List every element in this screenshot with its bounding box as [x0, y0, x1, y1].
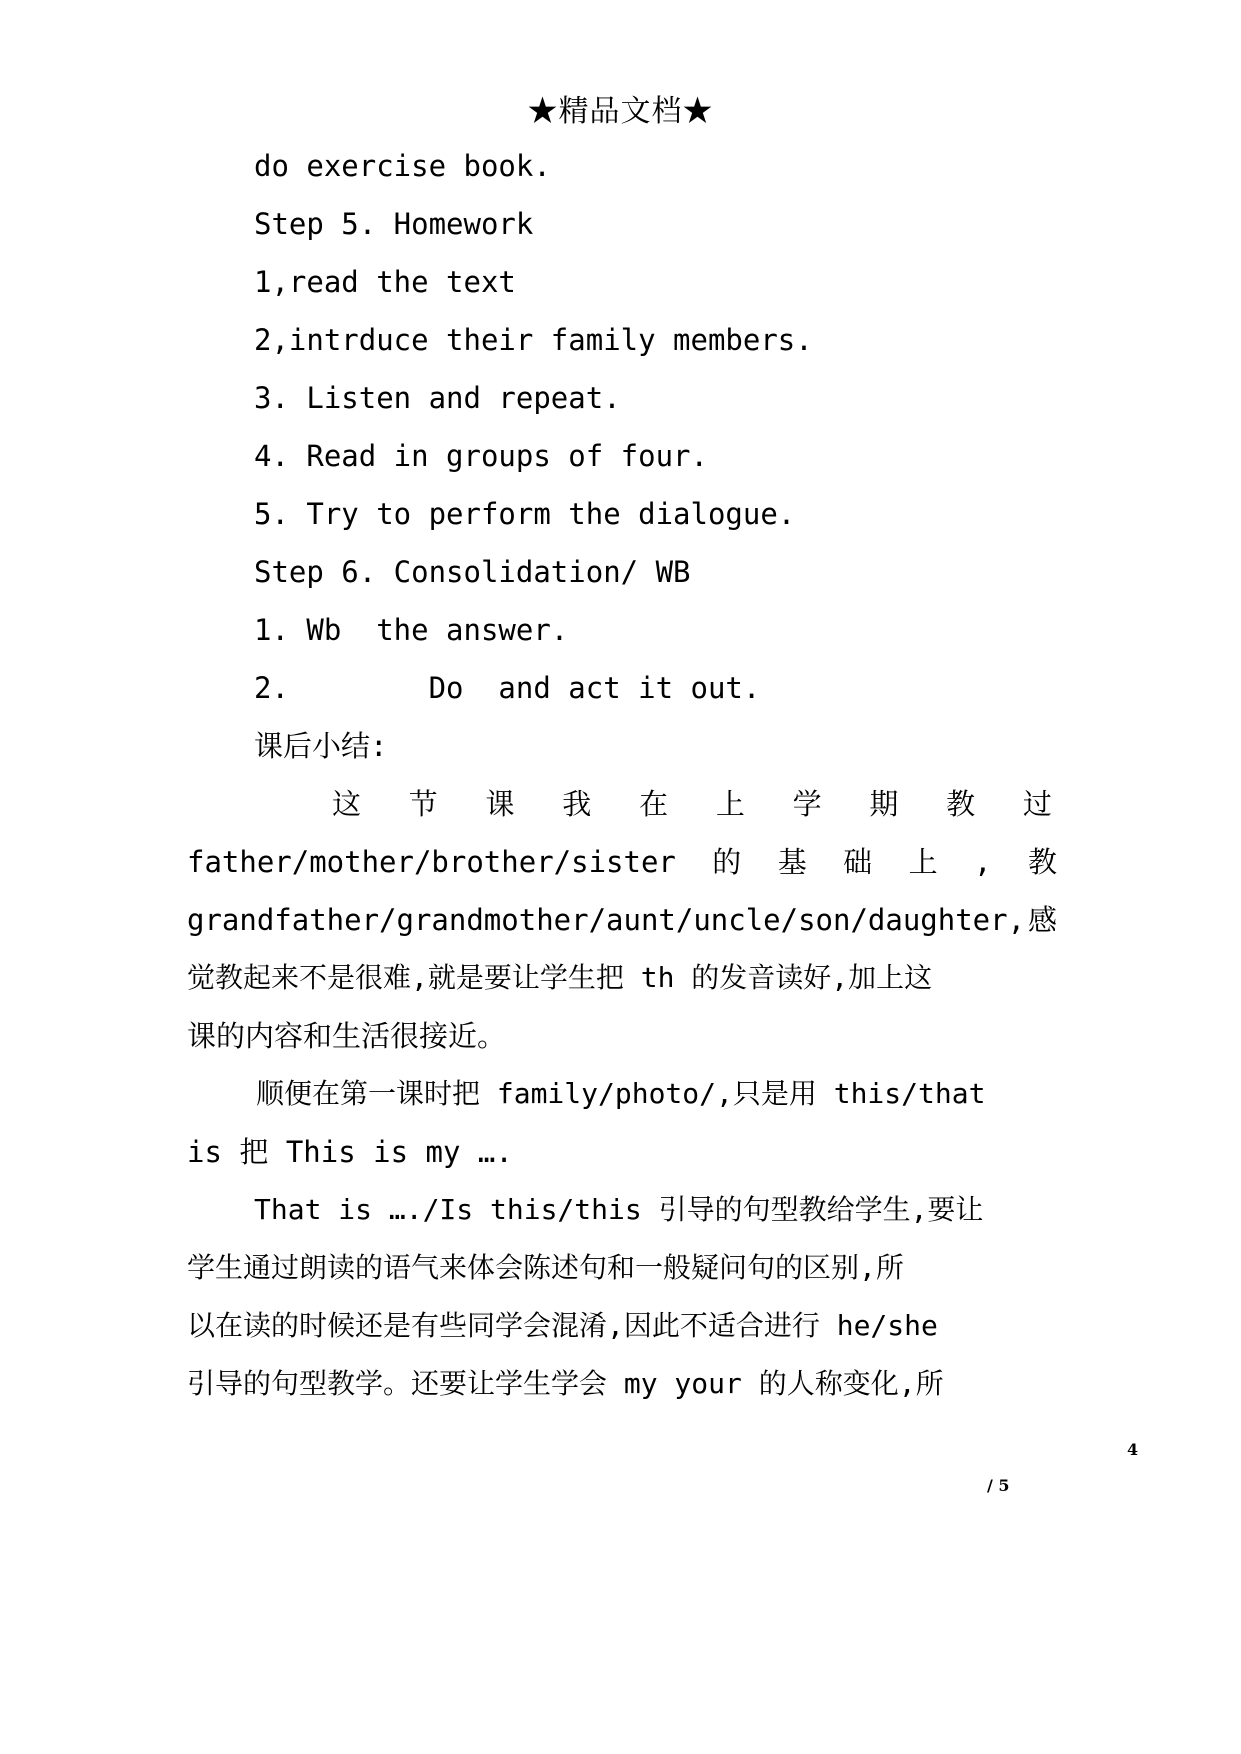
page-number: 4 [1127, 1440, 1139, 1459]
word: 基 [777, 845, 807, 879]
justified-row [332, 787, 1052, 821]
text-line: 顺便在第一课时把 family/photo/,只是用 this/that [256, 1077, 986, 1110]
word: 的 [712, 845, 742, 879]
text-line: is 把 This is my …. [187, 1135, 513, 1169]
text-line: 2. Do and act it out. [254, 671, 761, 705]
word: 过 [1022, 787, 1052, 821]
text-line: 以在读的时候还是有些同学会混淆,因此不适合进行 he/she [187, 1309, 938, 1342]
word: 教 [946, 787, 976, 821]
page-total: / 5 [987, 1476, 1010, 1495]
text-line: 3. Listen and repeat. [254, 381, 621, 415]
text-line: 觉教起来不是很难,就是要让学生把 th 的发音读好,加上这 [187, 961, 933, 994]
text-line: Step 5. Homework [254, 207, 534, 241]
text-line: 2,intrduce their family members. [254, 323, 813, 357]
justified-row [187, 845, 1057, 879]
word: 这 [332, 787, 362, 821]
text-line: 1,read the text [254, 265, 516, 299]
text-line: 学生通过朗读的语气来体会陈述句和一般疑问句的区别,所 [187, 1251, 904, 1284]
word: 础 [843, 845, 873, 879]
text-line: do exercise book. [254, 149, 551, 183]
word: 在 [639, 787, 669, 821]
word: father/mother/brother/sister [187, 845, 676, 879]
word: 教 [1027, 845, 1057, 879]
word: 上 [715, 787, 745, 821]
word: , [974, 845, 992, 879]
word: 感 [1027, 903, 1057, 937]
text-line: 课的内容和生活很接近。 [187, 1019, 507, 1053]
text-line: 1. Wb the answer. [254, 613, 569, 647]
text-line: Step 6. Consolidation/ WB [254, 555, 691, 589]
text-line: 4. Read in groups of four. [254, 439, 708, 473]
word: 期 [869, 787, 899, 821]
word: 节 [408, 787, 438, 821]
word: 上 [908, 845, 938, 879]
text-line: 引导的句型教学。还要让学生学会 my your 的人称变化,所 [187, 1367, 944, 1400]
justified-row [187, 903, 1057, 937]
word: grandfather/grandmother/aunt/uncle/son/daughter, [187, 903, 1026, 937]
section-heading: 课后小结: [254, 729, 388, 763]
word: 课 [485, 787, 515, 821]
word: 我 [562, 787, 592, 821]
text-line: That is …./Is this/this 引导的句型教给学生,要让 [254, 1193, 984, 1226]
document-header: ★精品文档★ [527, 94, 714, 129]
text-line: 5. Try to perform the dialogue. [254, 497, 796, 531]
word: 学 [792, 787, 822, 821]
